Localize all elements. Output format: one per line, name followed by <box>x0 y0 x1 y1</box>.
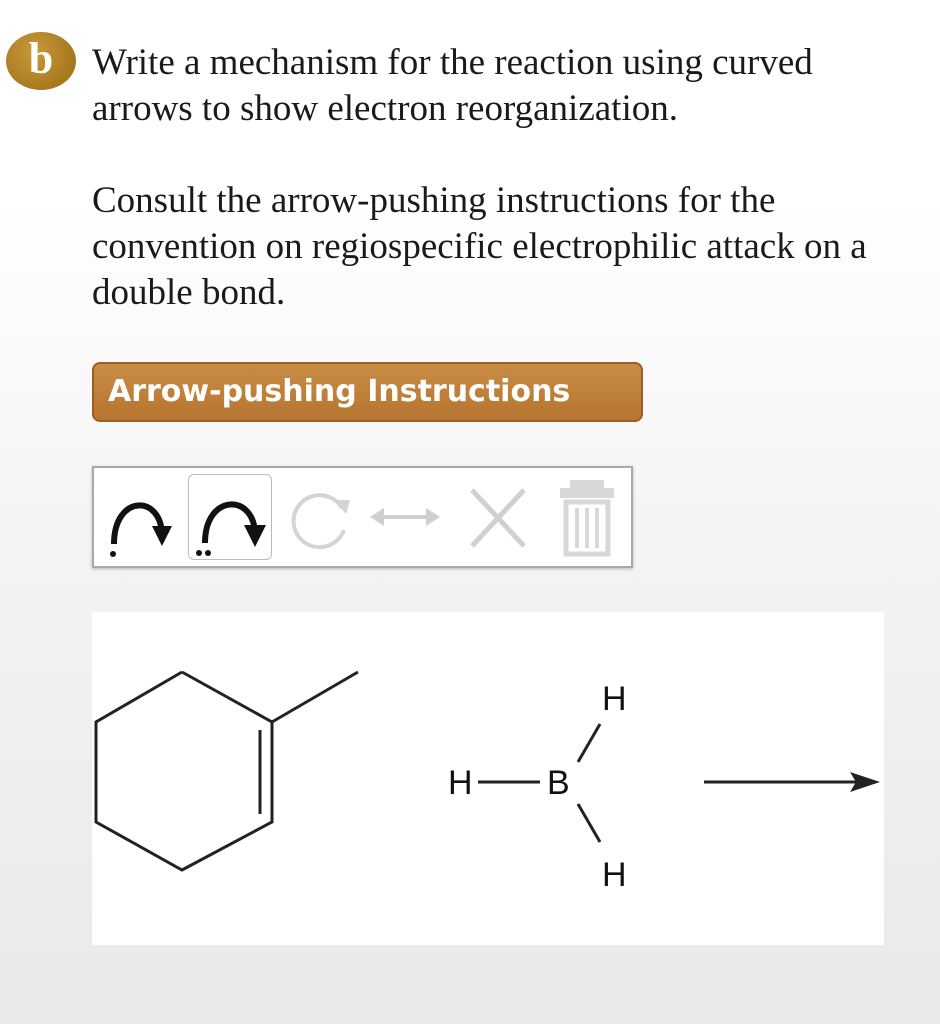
drawing-toolbar <box>92 466 633 568</box>
consult-text: Consult the arrow-pushing instructions for the convention on regiospecific electrophilic attack on a double bond. <box>92 180 867 313</box>
borane-structure[interactable] <box>478 724 600 842</box>
single-electron-arrow-tool-icon <box>100 474 186 560</box>
arrow-pushing-instructions-button[interactable]: Arrow-pushing Instructions <box>92 362 643 422</box>
delete-tool[interactable] <box>458 474 538 560</box>
reaction-arrow-icon <box>704 772 880 792</box>
delete-x-icon <box>458 474 538 560</box>
redo-cycle-icon <box>280 474 360 560</box>
question-part-badge: b <box>6 32 76 90</box>
electron-pair-arrow-tool[interactable] <box>188 474 272 560</box>
methylcyclohexene-structure[interactable] <box>96 672 358 870</box>
hydrogen-atom-top[interactable]: H <box>602 680 627 718</box>
boron-atom[interactable]: B <box>547 764 570 802</box>
redo-cycle-tool[interactable] <box>280 474 360 560</box>
hydrogen-atom-bottom[interactable]: H <box>602 856 627 894</box>
trash-tool[interactable] <box>546 474 626 560</box>
electron-pair-arrow-tool-icon <box>189 475 271 559</box>
reaction-canvas[interactable] <box>92 612 884 945</box>
resonance-arrow-tool[interactable] <box>362 474 448 560</box>
hydrogen-atom-left[interactable]: H <box>448 764 473 802</box>
single-electron-arrow-tool[interactable] <box>100 474 186 560</box>
instruction-text: Write a mechanism for the reaction using curved arrows to show electron reorganization. <box>92 42 813 129</box>
trash-icon <box>546 474 626 560</box>
resonance-arrow-icon <box>362 474 448 560</box>
